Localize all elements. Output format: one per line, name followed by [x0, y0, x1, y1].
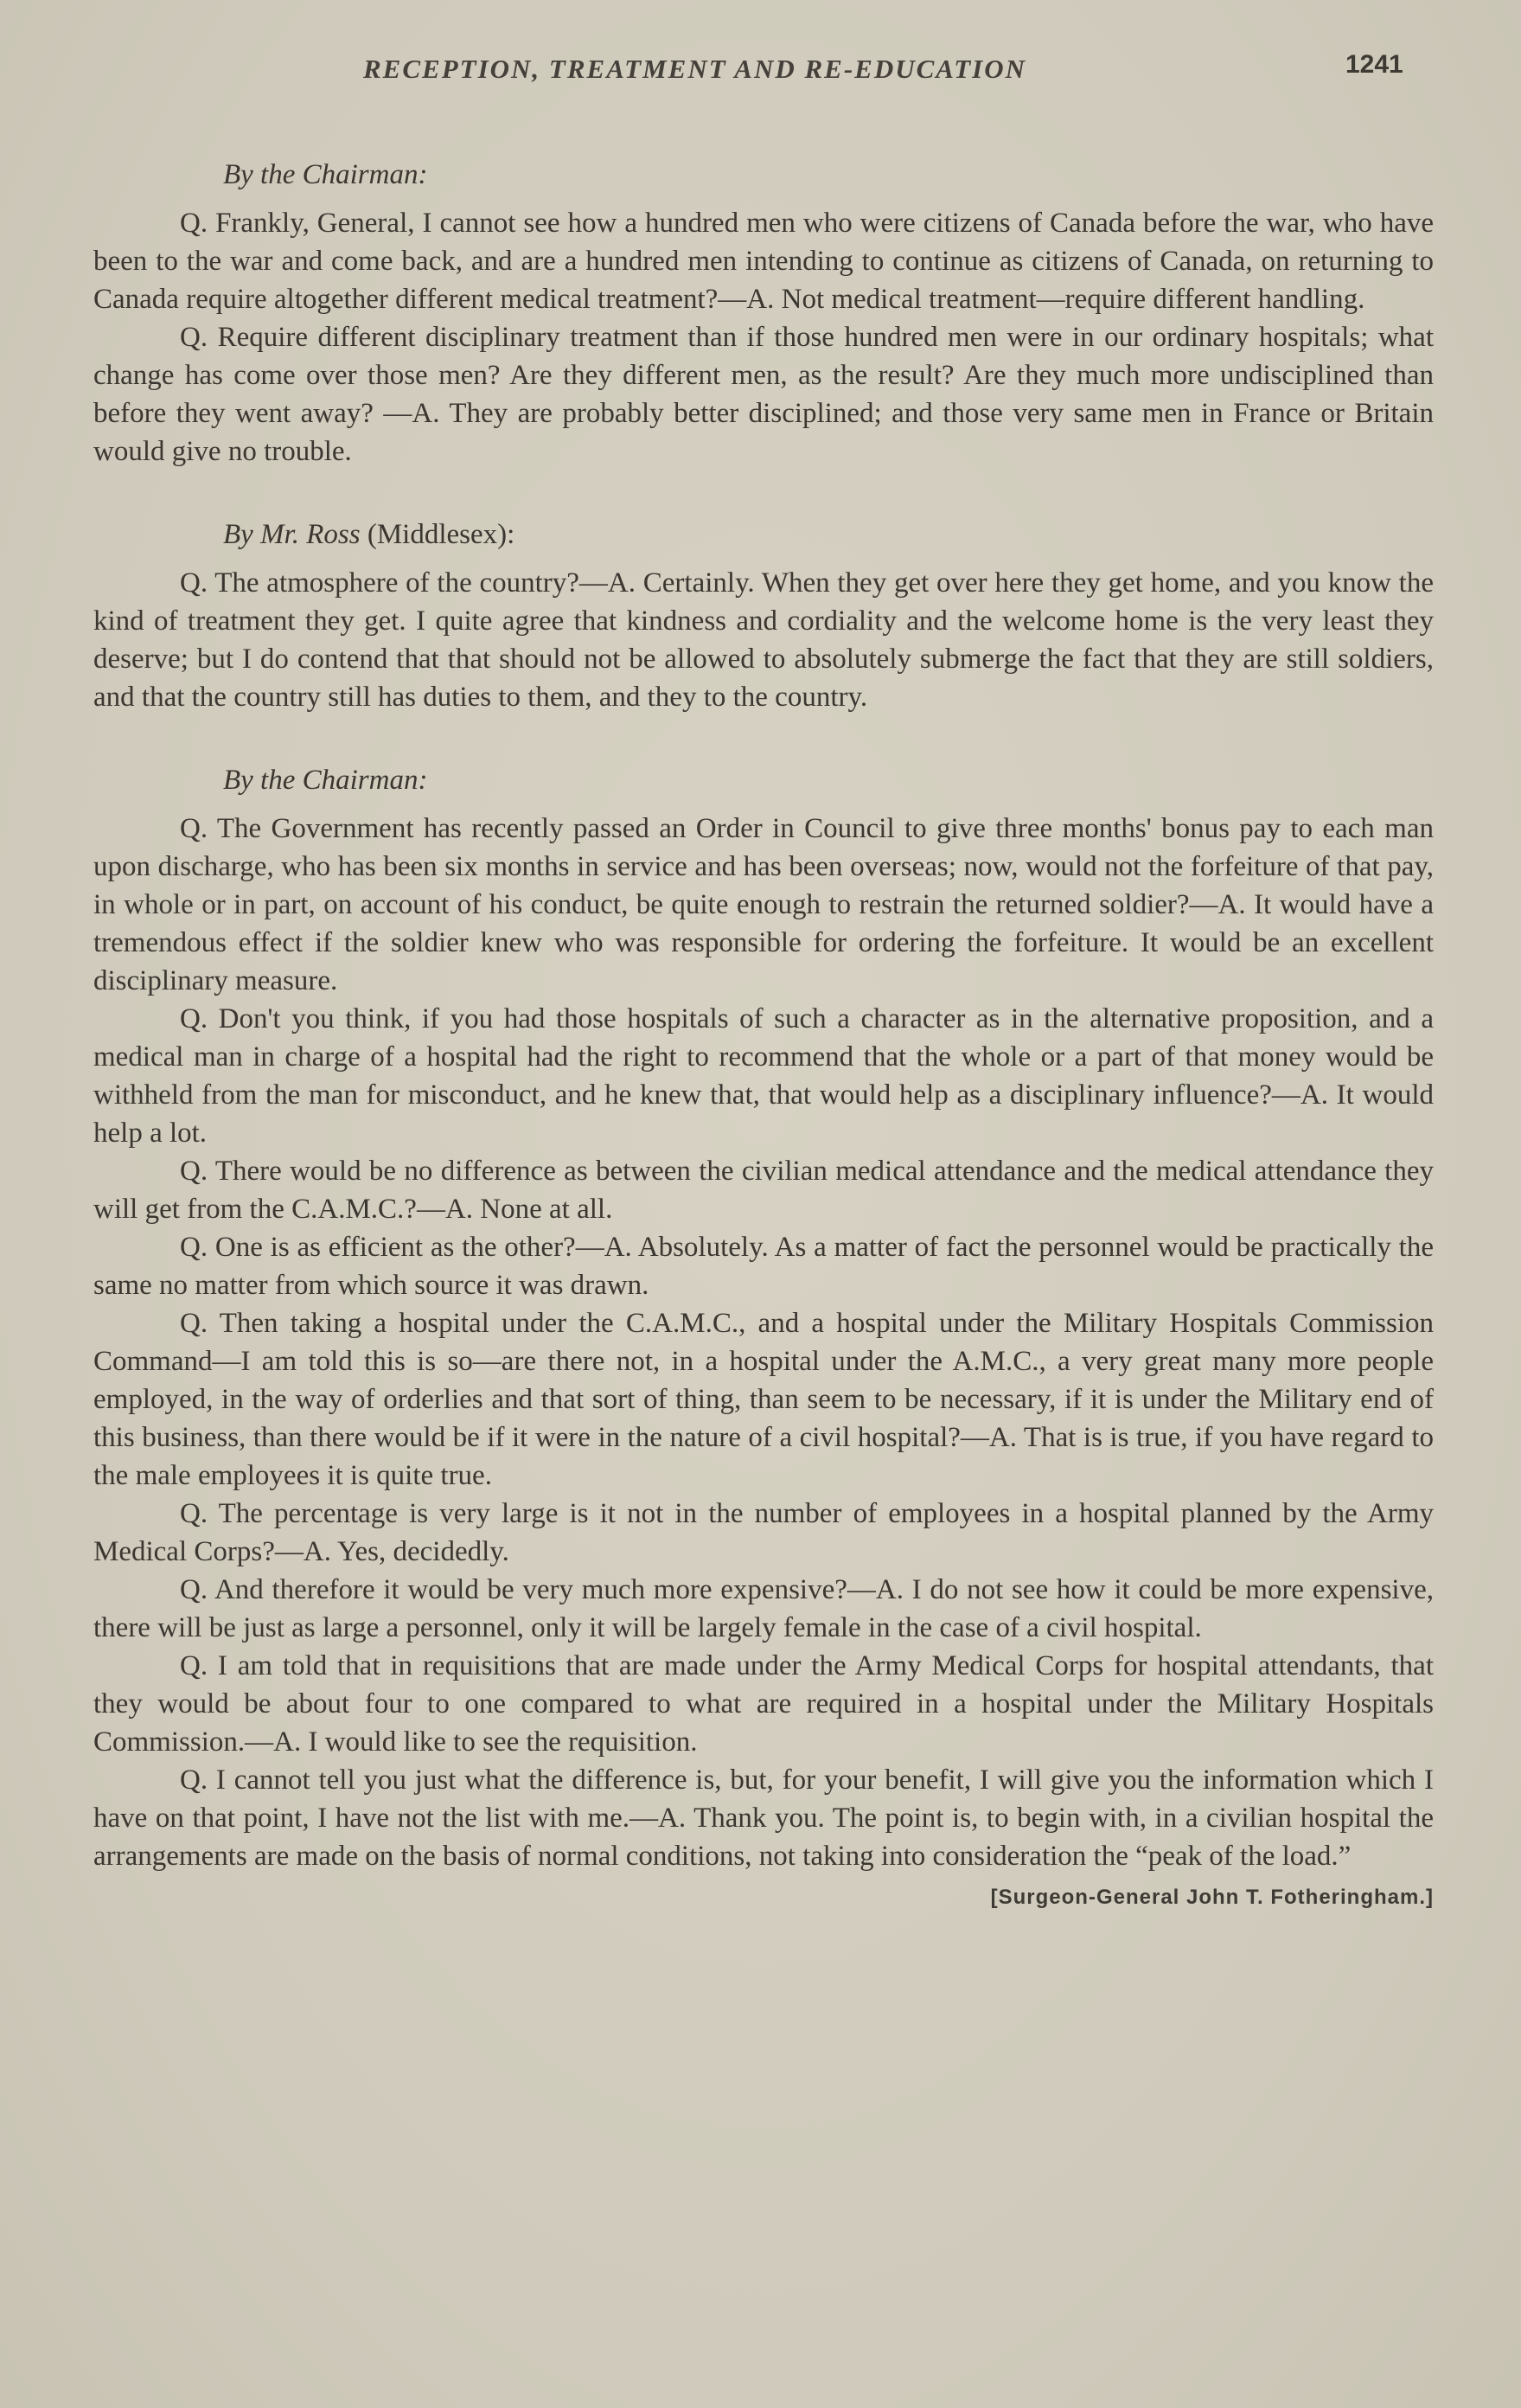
- body-text: [93, 156, 1434, 1917]
- qa-paragraph: Q. The atmosphere of the country?—A. Certainly. When they get over here they get home, and you know the kind of treatment they get. I quite agree that kindness and cordiality and the welcome home is the very least they deserve; but I do contend that that should not be allowed to absolutely submerge the fact that they are still soldiers, and that the country still has duties to them, and they to the country.: [93, 567, 1434, 713]
- qa-paragraph: Q. I cannot tell you just what the difference is, but, for your benefit, I will give you the information which I have on that point, I have not the list with me.—A. Thank you. The point is, to begin with, in a civilian hospital the arrangements are made on the basis of normal conditions, not taking into consideration the “peak of the load.”: [93, 1764, 1434, 1872]
- speaker-heading: [223, 516, 1434, 554]
- qa-paragraph: Q. The percentage is very large is it not in the number of employees in a hospital planned by the Army Medical Corps?—A. Yes, decidedly.: [93, 1498, 1434, 1567]
- witness-signature: [Surgeon-General John T. Fotheringham.]: [990, 1886, 1434, 1909]
- qa-paragraph: Q. Frankly, General, I cannot see how a hundred men who were citizens of Canada before the war, who have been to the war and come back, and are a hundred men intending to continue as citizens of Canada, on returning to Canada require altogether different medical treatment?—A. Not medical treatment—require different handling.: [93, 208, 1434, 315]
- qa-paragraph: Q. Require different disciplinary treatment than if those hundred men were in our ordinary hospitals; what change has come over those men? Are they different men, as the result? Are they much more undisciplined than before they went away? —A. They are probably better disciplined; and those very same men in France or Britain would give no trouble.: [93, 322, 1434, 467]
- page-number: 1241: [1345, 50, 1403, 79]
- qa-paragraph: Q. The Government has recently passed an Order in Council to give three months' bonus pay to each man upon discharge, who has been six months in service and has been overseas; now, would not the forfeiture of that pay, in whole or in part, on account of his conduct, be quite enough to restrain the returned soldier?—A. It would have a tremendous effect if the soldier knew who was responsible for ordering the forfeiture. It would be an excellent disciplinary measure.: [93, 813, 1434, 996]
- qa-paragraph: Q. Don't you think, if you had those hospitals of such a character as in the alternative proposition, and a medical man in charge of a hospital had the right to recommend that the whole or a part of that money would be withheld from the man for misconduct, and he knew that, that would help as a disciplinary influence?—A. It would help a lot.: [93, 1003, 1434, 1149]
- qa-paragraph: Q. And therefore it would be very much more expensive?—A. I do not see how it could be more expensive, there will be just as large a personnel, only it will be largely female in the case of a civil hospital.: [93, 1574, 1434, 1643]
- qa-paragraph: Q. I am told that in requisitions that are made under the Army Medical Corps for hospital attendants, that they would be about four to one compared to what are required in a hospital under the Military Hospitals Commission.—A. I would like to see the requisition.: [93, 1650, 1434, 1758]
- speaker-name: By Mr. Ross: [223, 519, 361, 550]
- qa-paragraph: Q. There would be no difference as between the civilian medical attendance and the medical attendance they will get from the C.A.M.C.?—A. None at all.: [93, 1156, 1434, 1225]
- speaker-heading: By the Chairman:: [223, 765, 428, 796]
- speaker-constituency: (Middlesex):: [360, 519, 515, 550]
- running-head: RECEPTION, TREATMENT AND RE-EDUCATION: [363, 54, 1027, 84]
- qa-paragraph: Q. Then taking a hospital under the C.A.M.C., and a hospital under the Military Hospitals Commission Command—I am told this is so—are there not, in a hospital under the A.M.C., a very great many more people employed, in the way of orderlies and that sort of thing, than seem to be necessary, if it is under the Military end of this business, than there would be if it were in the nature of a civil hospital?—A. That is is true, if you have regard to the male employees it is quite true.: [93, 1308, 1434, 1491]
- speaker-heading: By the Chairman:: [223, 159, 428, 190]
- qa-paragraph: Q. One is as efficient as the other?—A. Absolutely. As a matter of fact the personnel would be practically the same no matter from which source it was drawn.: [93, 1232, 1434, 1301]
